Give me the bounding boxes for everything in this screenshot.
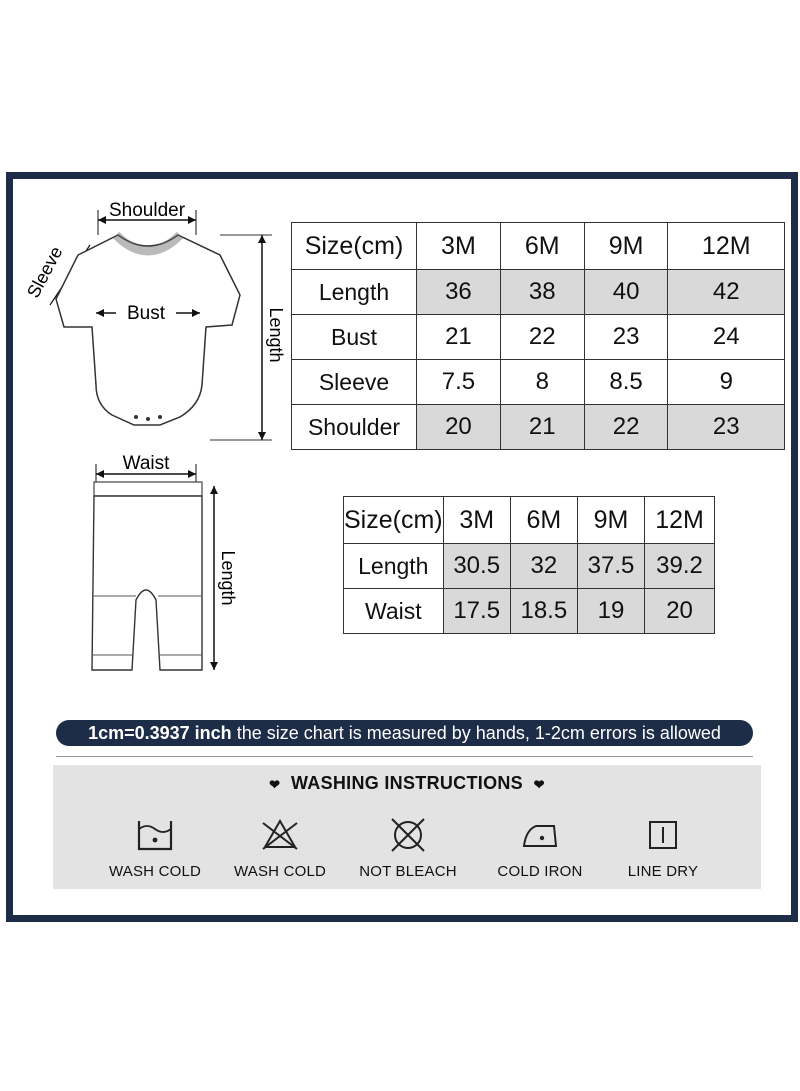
conversion-text: 1cm=0.3937 inch (88, 723, 232, 743)
bust-label: Bust (126, 303, 166, 324)
heart-icon: ❤ (533, 777, 545, 792)
header-cell: 6M (500, 223, 584, 270)
table-cell: 21 (417, 315, 501, 360)
wash-item (85, 815, 225, 880)
table-row (292, 315, 785, 360)
shoulder-label: Shoulder (108, 200, 186, 221)
length-label-bottom: Length (218, 550, 238, 606)
table-cell: 20 (645, 589, 715, 634)
wash-item-label: LINE DRY (627, 863, 699, 880)
table-cell: 9 (668, 360, 785, 405)
table-cell: 21 (500, 405, 584, 450)
header-cell: 3M (443, 497, 510, 544)
line-dry-icon (646, 818, 680, 852)
table-cell: 32 (510, 544, 577, 589)
header-cell: Size(cm) (292, 223, 417, 270)
no-wash-icon (259, 817, 301, 853)
table-cell: 20 (417, 405, 501, 450)
row-label: Waist (344, 589, 444, 634)
table-cell: 8.5 (584, 360, 668, 405)
header-cell: 12M (645, 497, 715, 544)
washing-instructions-panel (53, 765, 761, 889)
table-row (344, 589, 715, 634)
table-cell: 23 (668, 405, 785, 450)
table-cell: 30.5 (443, 544, 510, 589)
table-cell: 7.5 (417, 360, 501, 405)
table-cell: 18.5 (510, 589, 577, 634)
washing-title (53, 773, 761, 794)
table-row (344, 544, 715, 589)
bodysuit-size-table (291, 222, 785, 450)
header-cell: 3M (417, 223, 501, 270)
heart-icon: ❤ (269, 777, 281, 792)
no-bleach-icon (388, 815, 428, 855)
header-cell: 12M (668, 223, 785, 270)
table-cell: 36 (417, 270, 501, 315)
header-cell: 9M (577, 497, 644, 544)
wash-item (593, 815, 733, 880)
table-cell: 17.5 (443, 589, 510, 634)
row-label: Length (292, 270, 417, 315)
wash-item (470, 815, 610, 880)
wash-item (338, 815, 478, 880)
row-label: Shoulder (292, 405, 417, 450)
wash-item-label: COLD IRON (497, 863, 583, 880)
wash-item-label: NOT BLEACH (359, 863, 457, 880)
divider (56, 756, 753, 757)
wash-item-label: WASH COLD (233, 863, 327, 880)
header-cell: 9M (584, 223, 668, 270)
pants-diagram (80, 450, 260, 680)
row-label: Sleeve (292, 360, 417, 405)
table-cell: 39.2 (645, 544, 715, 589)
table-cell: 8 (500, 360, 584, 405)
table-cell: 37.5 (577, 544, 644, 589)
wash-item-label: WASH COLD (108, 863, 202, 880)
sleeve-label: Sleeve (22, 243, 67, 302)
wash-tub-icon (135, 817, 175, 853)
row-label: Length (344, 544, 444, 589)
table-cell: 19 (577, 589, 644, 634)
measurement-note (56, 720, 753, 746)
table-header-row (292, 223, 785, 270)
table-cell: 38 (500, 270, 584, 315)
table-cell: 40 (584, 270, 668, 315)
washing-title-text: WASHING INSTRUCTIONS (290, 773, 523, 793)
iron-icon (520, 818, 560, 852)
table-cell: 22 (500, 315, 584, 360)
table-cell: 22 (584, 405, 668, 450)
waist-label: Waist (122, 453, 170, 474)
wash-item (210, 815, 350, 880)
pants-size-table (343, 496, 715, 634)
table-row (292, 405, 785, 450)
table-row (292, 270, 785, 315)
table-cell: 23 (584, 315, 668, 360)
header-cell: Size(cm) (344, 497, 444, 544)
row-label: Bust (292, 315, 417, 360)
table-row (292, 360, 785, 405)
note-text: the size chart is measured by hands, 1-2cm errors is allowed (231, 723, 721, 743)
bodysuit-diagram (20, 195, 295, 450)
table-header-row (344, 497, 715, 544)
table-cell: 42 (668, 270, 785, 315)
header-cell: 6M (510, 497, 577, 544)
table-cell: 24 (668, 315, 785, 360)
length-label-top: Length (266, 307, 286, 363)
